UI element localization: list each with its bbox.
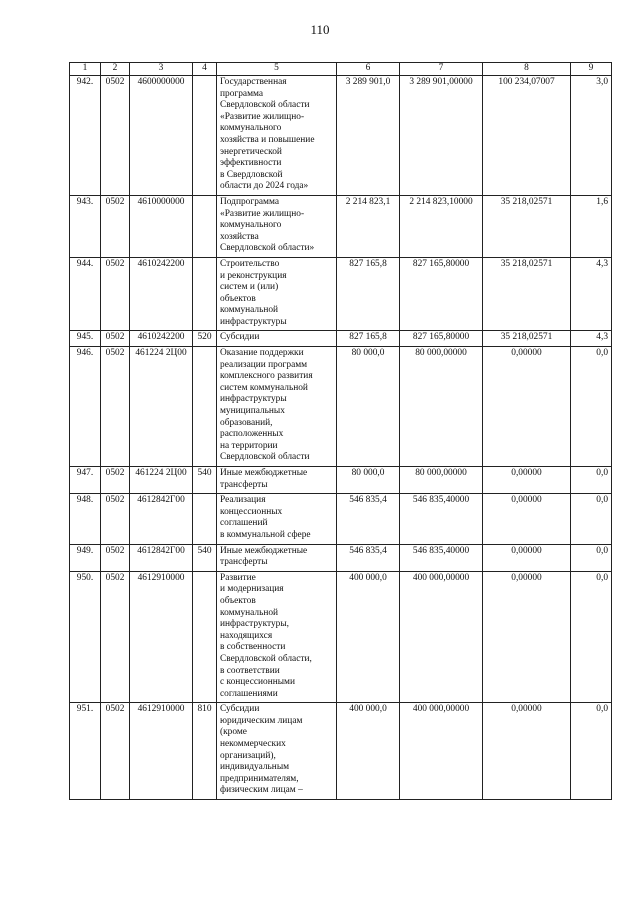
expense-type-code — [193, 571, 217, 703]
item-name: Иные межбюджетные трансферты — [217, 544, 337, 571]
row-number: 949. — [70, 544, 101, 571]
executed-amount: 0,00000 — [483, 703, 571, 800]
execution-percent: 0,0 — [571, 571, 612, 703]
target-article-code: 461224 2Ц00 — [130, 467, 193, 494]
planned-amount: 827 165,8 — [337, 257, 400, 331]
executed-amount: 0,00000 — [483, 347, 571, 467]
section-code: 0502 — [101, 331, 130, 347]
approved-amount: 3 289 901,00000 — [400, 76, 483, 196]
item-name: Реализация концессионных соглашений в коммунальной сфере — [217, 494, 337, 544]
execution-percent: 3,0 — [571, 76, 612, 196]
item-name: Подпрограмма «Развитие жилищно- коммунального хозяйства Свердловской области» — [217, 195, 337, 257]
execution-percent: 0,0 — [571, 703, 612, 800]
expense-type-code: 810 — [193, 703, 217, 800]
row-number: 942. — [70, 76, 101, 196]
item-name: Строительство и реконструкция систем и (или) объектов коммунальной инфраструктуры — [217, 257, 337, 331]
section-code: 0502 — [101, 571, 130, 703]
expense-type-code: 540 — [193, 544, 217, 571]
expense-type-code — [193, 195, 217, 257]
execution-percent: 0,0 — [571, 494, 612, 544]
table-row — [70, 467, 612, 494]
section-code: 0502 — [101, 347, 130, 467]
planned-amount: 80 000,0 — [337, 347, 400, 467]
approved-amount: 80 000,00000 — [400, 347, 483, 467]
section-code: 0502 — [101, 76, 130, 196]
item-name: Государственная программа Свердловской области «Развитие жилищно- коммунального хозяйства и повышение энергетической эффективности в Свердловской области до 2024 года» — [217, 76, 337, 196]
table-row — [70, 331, 612, 347]
planned-amount: 3 289 901,0 — [337, 76, 400, 196]
approved-amount: 2 214 823,10000 — [400, 195, 483, 257]
table-row — [70, 76, 612, 196]
item-name: Развитие и модернизация объектов коммунальной инфраструктуры, находящихся в собственности Свердловской области, в соответствии с концессионными соглашениями — [217, 571, 337, 703]
header-cell-1: 1 — [70, 63, 101, 76]
target-article-code: 4610242200 — [130, 331, 193, 347]
planned-amount: 400 000,0 — [337, 571, 400, 703]
target-article-code: 4610000000 — [130, 195, 193, 257]
target-article-code: 461224 2Ц00 — [130, 347, 193, 467]
header-cell-8: 8 — [483, 63, 571, 76]
planned-amount: 80 000,0 — [337, 467, 400, 494]
approved-amount: 546 835,40000 — [400, 494, 483, 544]
header-cell-9: 9 — [571, 63, 612, 76]
page-number: 110 — [310, 22, 330, 37]
execution-percent: 1,6 — [571, 195, 612, 257]
executed-amount: 0,00000 — [483, 571, 571, 703]
expense-type-code: 540 — [193, 467, 217, 494]
table-row — [70, 494, 612, 544]
target-article-code: 4612842Г00 — [130, 494, 193, 544]
target-article-code: 4610242200 — [130, 257, 193, 331]
budget-table — [69, 62, 612, 800]
approved-amount: 400 000,00000 — [400, 703, 483, 800]
planned-amount: 546 835,4 — [337, 494, 400, 544]
target-article-code: 4612910000 — [130, 571, 193, 703]
row-number: 946. — [70, 347, 101, 467]
execution-percent: 0,0 — [571, 467, 612, 494]
header-cell-5: 5 — [217, 63, 337, 76]
target-article-code: 4612842Г00 — [130, 544, 193, 571]
section-code: 0502 — [101, 257, 130, 331]
executed-amount: 35 218,02571 — [483, 257, 571, 331]
execution-percent: 0,0 — [571, 347, 612, 467]
planned-amount: 2 214 823,1 — [337, 195, 400, 257]
executed-amount: 35 218,02571 — [483, 195, 571, 257]
expense-type-code: 520 — [193, 331, 217, 347]
header-cell-3: 3 — [130, 63, 193, 76]
approved-amount: 80 000,00000 — [400, 467, 483, 494]
header-cell-4: 4 — [193, 63, 217, 76]
table-row — [70, 347, 612, 467]
approved-amount: 400 000,00000 — [400, 571, 483, 703]
row-number: 944. — [70, 257, 101, 331]
section-code: 0502 — [101, 703, 130, 800]
item-name: Субсидии — [217, 331, 337, 347]
expense-type-code — [193, 257, 217, 331]
approved-amount: 827 165,80000 — [400, 331, 483, 347]
executed-amount: 35 218,02571 — [483, 331, 571, 347]
table-row — [70, 703, 612, 800]
table-row — [70, 571, 612, 703]
approved-amount: 827 165,80000 — [400, 257, 483, 331]
header-cell-2: 2 — [101, 63, 130, 76]
planned-amount: 400 000,0 — [337, 703, 400, 800]
execution-percent: 4,3 — [571, 331, 612, 347]
executed-amount: 0,00000 — [483, 467, 571, 494]
planned-amount: 546 835,4 — [337, 544, 400, 571]
table-row — [70, 195, 612, 257]
execution-percent: 0,0 — [571, 544, 612, 571]
section-code: 0502 — [101, 544, 130, 571]
header-row — [70, 63, 612, 76]
row-number: 945. — [70, 331, 101, 347]
item-name: Субсидии юридическим лицам (кроме некоммерческих организаций), индивидуальным предпринимателям, физическим лицам – — [217, 703, 337, 800]
row-number: 951. — [70, 703, 101, 800]
table-row — [70, 544, 612, 571]
section-code: 0502 — [101, 195, 130, 257]
expense-type-code — [193, 347, 217, 467]
executed-amount: 100 234,07007 — [483, 76, 571, 196]
row-number: 950. — [70, 571, 101, 703]
row-number: 947. — [70, 467, 101, 494]
executed-amount: 0,00000 — [483, 544, 571, 571]
section-code: 0502 — [101, 467, 130, 494]
expense-type-code — [193, 494, 217, 544]
item-name: Оказание поддержки реализации программ комплексного развития систем коммунальной инфраструктуры муниципальных образований, расположенных на территории Свердловской области — [217, 347, 337, 467]
header-cell-7: 7 — [400, 63, 483, 76]
executed-amount: 0,00000 — [483, 494, 571, 544]
target-article-code: 4612910000 — [130, 703, 193, 800]
section-code: 0502 — [101, 494, 130, 544]
item-name: Иные межбюджетные трансферты — [217, 467, 337, 494]
expense-type-code — [193, 76, 217, 196]
planned-amount: 827 165,8 — [337, 331, 400, 347]
execution-percent: 4,3 — [571, 257, 612, 331]
table-row — [70, 257, 612, 331]
target-article-code: 4600000000 — [130, 76, 193, 196]
row-number: 943. — [70, 195, 101, 257]
approved-amount: 546 835,40000 — [400, 544, 483, 571]
row-number: 948. — [70, 494, 101, 544]
header-cell-6: 6 — [337, 63, 400, 76]
